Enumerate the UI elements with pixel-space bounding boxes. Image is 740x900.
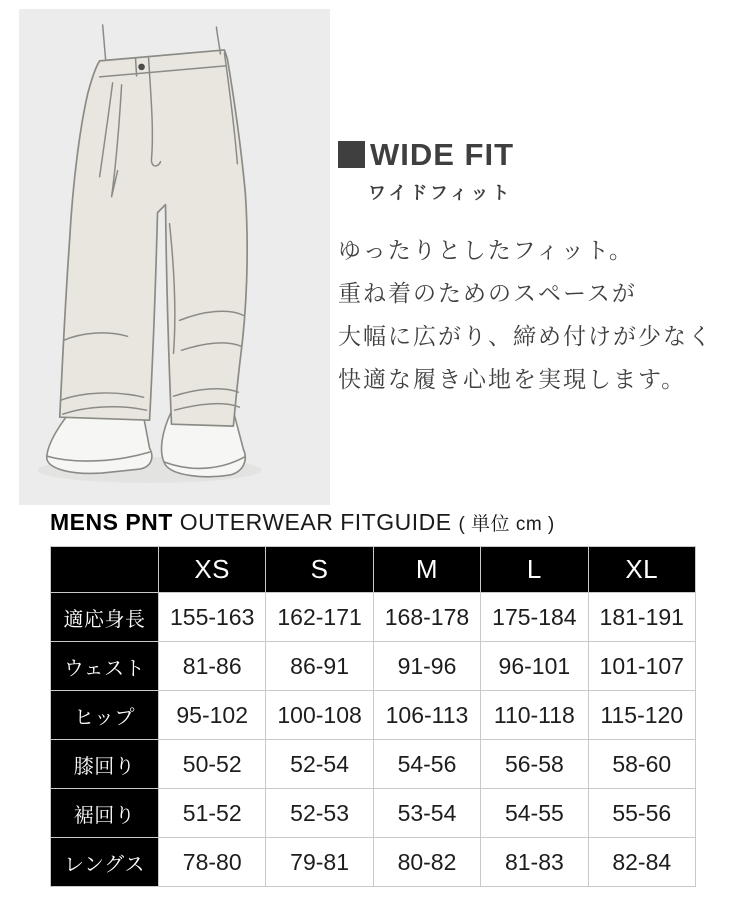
table-row — [51, 740, 696, 789]
size-table-title-bold: MENS PNT — [50, 509, 173, 535]
fit-description-line: 大幅に広がり、締め付けが少なく — [338, 323, 713, 349]
size-value-cell: 106-113 — [373, 691, 480, 740]
size-value-cell: 58-60 — [588, 740, 695, 789]
size-value-cell: 86-91 — [266, 642, 373, 691]
size-value-cell: 81-86 — [159, 642, 266, 691]
fit-description-line: ゆったりとしたフィット。 — [338, 237, 634, 263]
size-guide-section — [50, 509, 695, 887]
row-label: ヒップ — [51, 691, 159, 740]
size-value-cell: 82-84 — [588, 838, 695, 887]
size-value-cell: 96-101 — [481, 642, 588, 691]
size-table — [50, 546, 696, 887]
size-table-title-regular: OUTERWEAR FITGUIDE — [179, 509, 452, 535]
size-value-cell: 54-56 — [373, 740, 480, 789]
size-value-cell: 95-102 — [159, 691, 266, 740]
size-table-title-unit: ( 単位 cm ) — [458, 514, 555, 535]
fit-description — [338, 229, 734, 401]
size-value-cell: 115-120 — [588, 691, 695, 740]
size-value-cell: 55-56 — [588, 789, 695, 838]
row-label: レングス — [51, 838, 159, 887]
size-column-header: XL — [588, 547, 695, 593]
size-value-cell: 50-52 — [159, 740, 266, 789]
table-row — [51, 691, 696, 740]
waist-button — [138, 64, 145, 71]
size-value-cell: 155-163 — [159, 593, 266, 642]
size-value-cell: 101-107 — [588, 642, 695, 691]
size-value-cell: 52-54 — [266, 740, 373, 789]
fit-heading-row — [338, 139, 734, 170]
size-column-header: M — [373, 547, 480, 593]
row-label: 裾回り — [51, 789, 159, 838]
table-row — [51, 593, 696, 642]
size-value-cell: 91-96 — [373, 642, 480, 691]
size-column-header: S — [266, 547, 373, 593]
size-value-cell: 175-184 — [481, 593, 588, 642]
size-table-title — [50, 509, 695, 536]
row-label: ウェスト — [51, 642, 159, 691]
fit-description-line: 快適な履き心地を実現します。 — [338, 366, 687, 392]
size-value-cell: 53-54 — [373, 789, 480, 838]
size-value-cell: 56-58 — [481, 740, 588, 789]
size-value-cell: 54-55 — [481, 789, 588, 838]
size-value-cell: 100-108 — [266, 691, 373, 740]
row-label: 適応身長 — [51, 593, 159, 642]
size-value-cell: 52-53 — [266, 789, 373, 838]
fit-info-section — [338, 139, 734, 401]
table-row — [51, 789, 696, 838]
size-value-cell: 80-82 — [373, 838, 480, 887]
fit-heading: WIDE FIT — [370, 137, 515, 172]
size-table-header-row — [51, 547, 696, 593]
size-value-cell: 181-191 — [588, 593, 695, 642]
size-value-cell: 79-81 — [266, 838, 373, 887]
size-column-header: L — [481, 547, 588, 593]
fit-description-line: 重ね着のためのスペースが — [338, 280, 637, 306]
size-value-cell: 162-171 — [266, 593, 373, 642]
fit-subheading-jp: ワイドフィット — [368, 183, 513, 203]
section-square-icon — [338, 141, 365, 168]
size-value-cell: 78-80 — [159, 838, 266, 887]
size-value-cell: 168-178 — [373, 593, 480, 642]
wide-fit-pants-illustration — [19, 9, 330, 505]
table-row — [51, 838, 696, 887]
pants-illustration-panel — [19, 9, 330, 505]
row-label: 膝回り — [51, 740, 159, 789]
size-value-cell: 110-118 — [481, 691, 588, 740]
size-column-header: XS — [159, 547, 266, 593]
size-value-cell: 81-83 — [481, 838, 588, 887]
size-value-cell: 51-52 — [159, 789, 266, 838]
size-table-corner-cell — [51, 547, 159, 593]
table-row — [51, 642, 696, 691]
